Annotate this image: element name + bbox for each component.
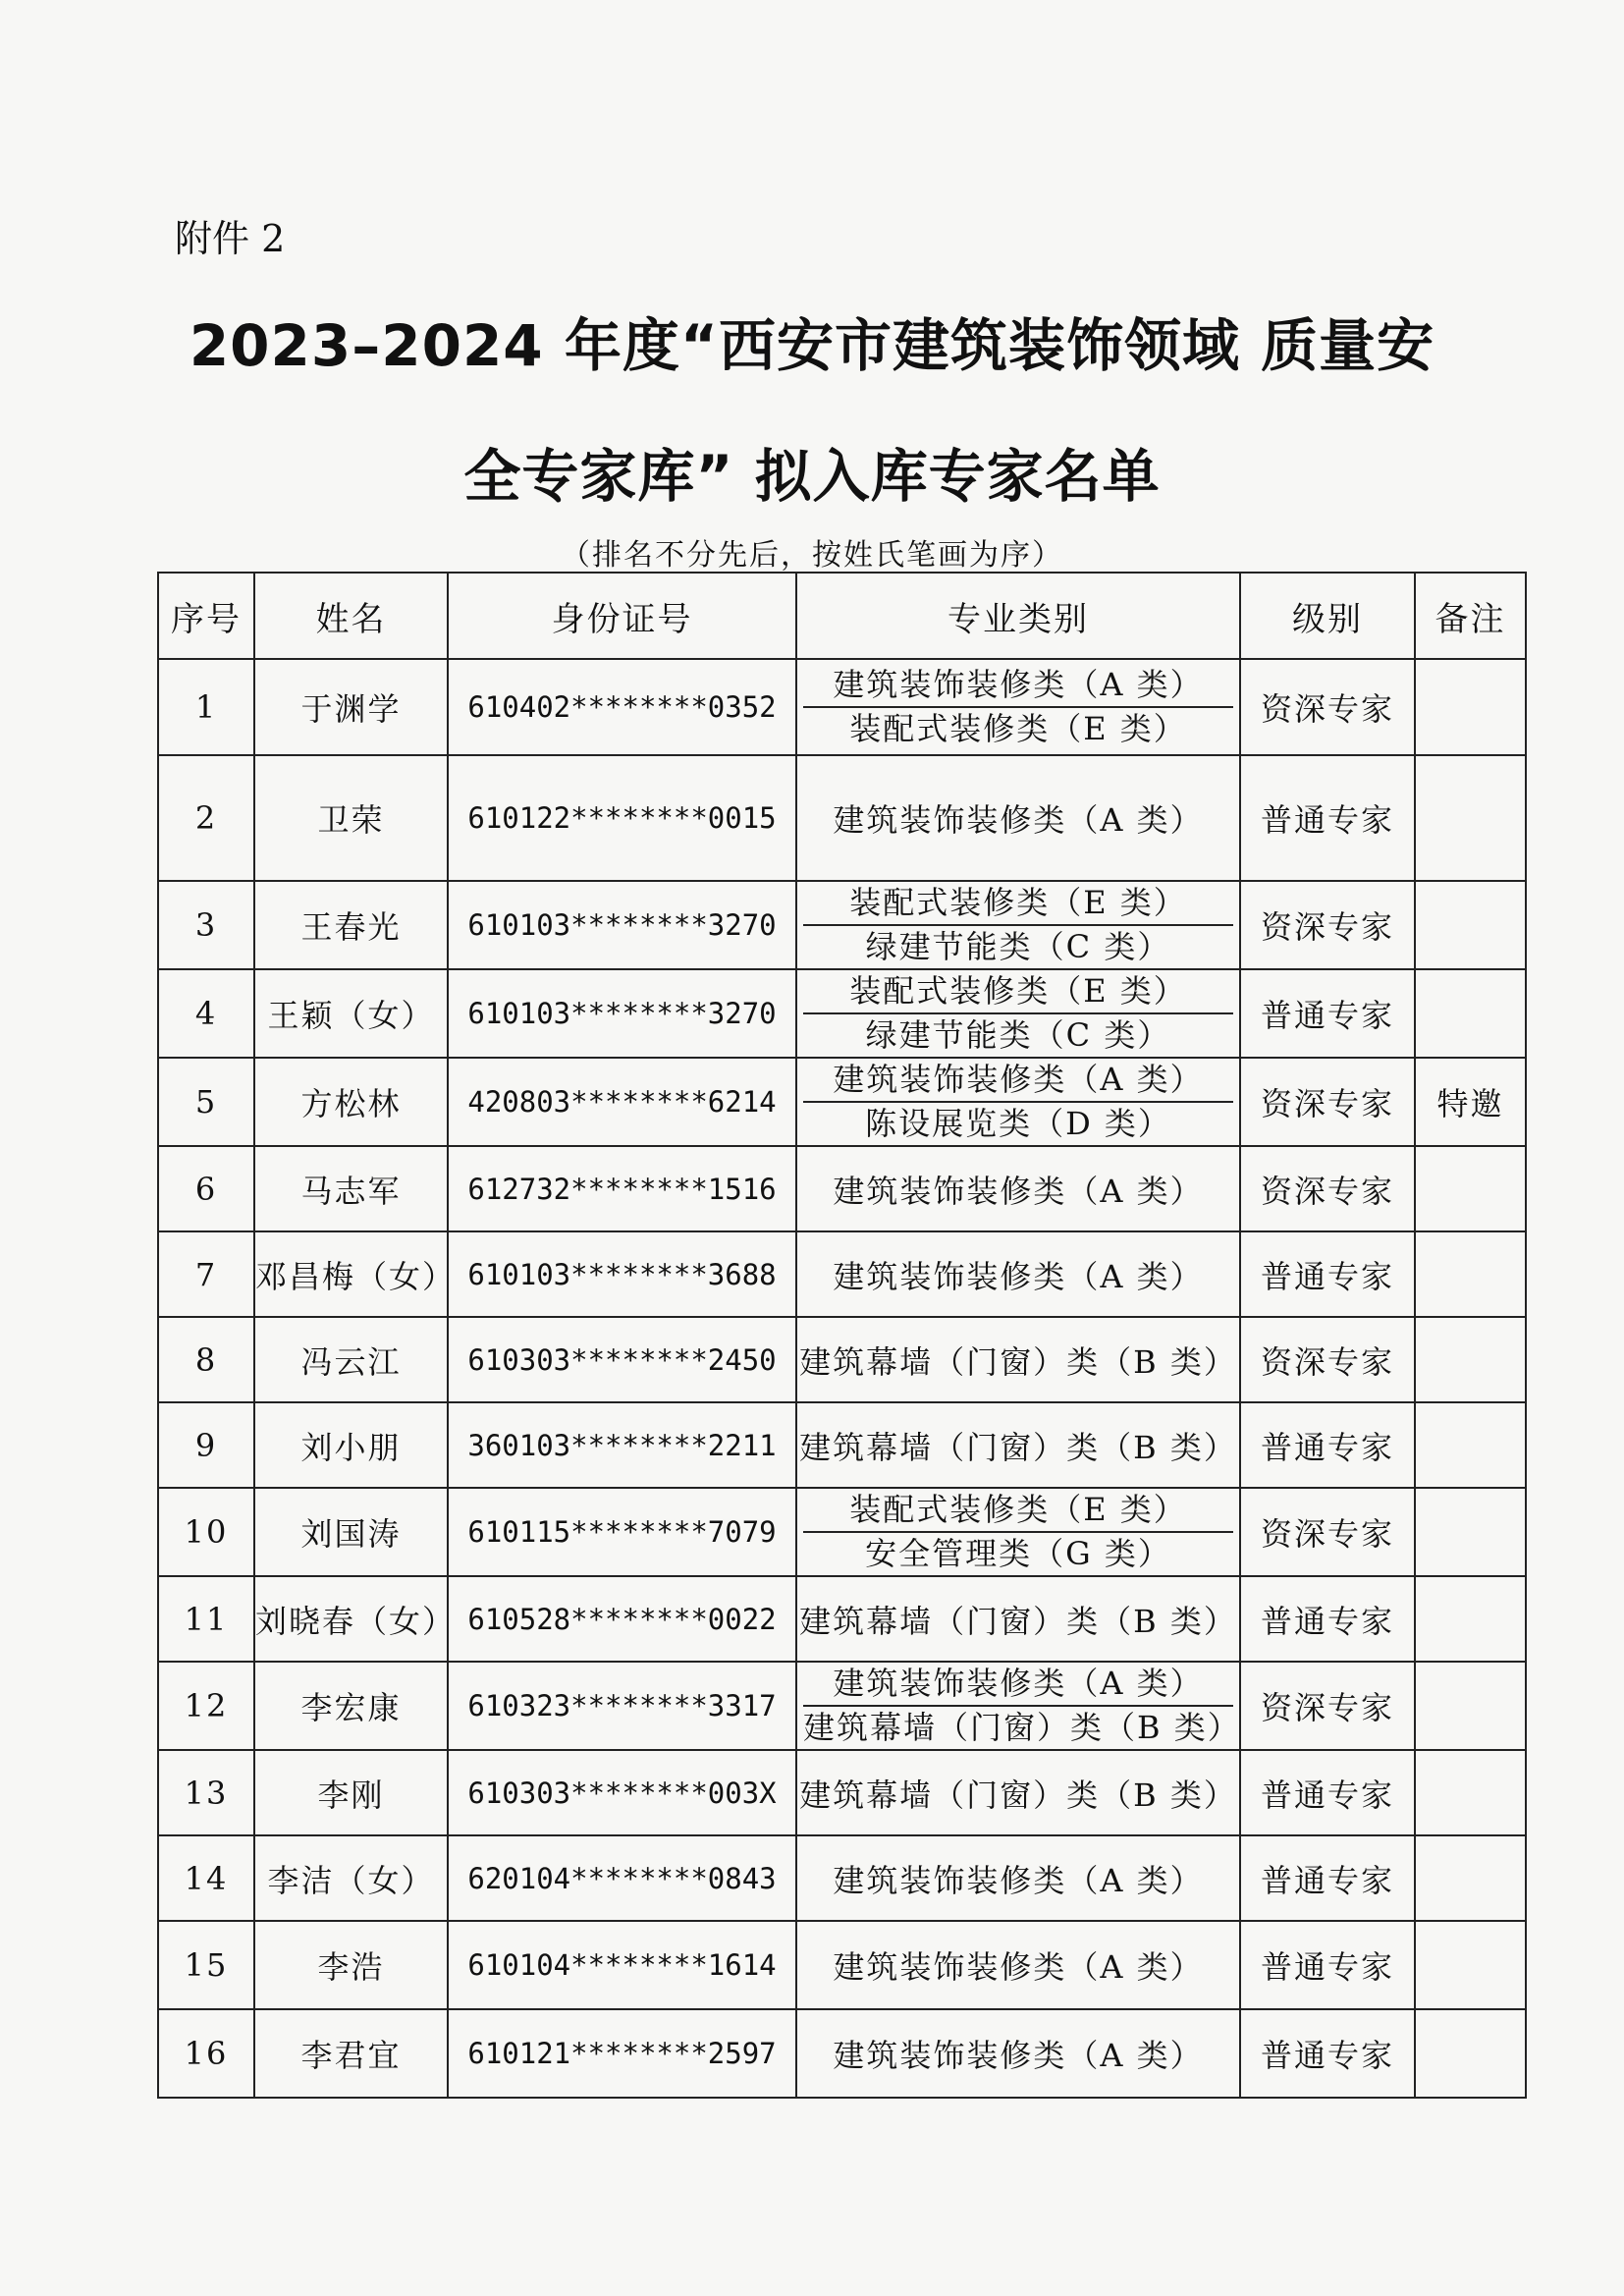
cell-no: 7 [158,1231,254,1317]
table-row [158,1835,1526,1921]
cell-level: 普通专家 [1240,1921,1415,2009]
specialty-item: 建筑装饰装修类（A 类） [833,801,1204,839]
cell-name: 于渊学 [254,659,448,755]
specialty-item: 建筑幕墙（门窗）类（B 类） [803,1709,1241,1746]
table-body [158,659,1526,2098]
cell-specialty [796,1231,1240,1317]
cell-id: 610122********0015 [448,755,796,881]
cell-id: 612732********1516 [448,1146,796,1231]
specialty-item: 建筑装饰装修类（A 类） [833,1172,1204,1210]
cell-remark [1415,1835,1526,1921]
table-header-row [158,573,1526,659]
header-specialty: 专业类别 [796,573,1240,659]
cell-name: 李洁（女） [254,1835,448,1921]
specialty-item: 建筑装饰装修类（A 类） [803,1059,1233,1103]
cell-name: 刘国涛 [254,1488,448,1576]
table-row [158,1317,1526,1402]
cell-id: 360103********2211 [448,1402,796,1488]
cell-specialty [796,1402,1240,1488]
specialty-item: 建筑装饰装修类（A 类） [833,1948,1204,1986]
cell-no: 15 [158,1921,254,2009]
cell-name: 王春光 [254,881,448,969]
cell-level: 资深专家 [1240,1058,1415,1146]
cell-remark [1415,1231,1526,1317]
cell-specialty [796,659,1240,755]
table-row [158,1750,1526,1835]
cell-level: 资深专家 [1240,881,1415,969]
cell-no: 12 [158,1662,254,1750]
document-title-line2: 全专家库” 拟入库专家名单 [463,443,1161,510]
cell-id: 610323********3317 [448,1662,796,1750]
cell-level: 普通专家 [1240,2009,1415,2098]
table-row [158,881,1526,969]
table-row [158,1921,1526,2009]
cell-no: 3 [158,881,254,969]
cell-no: 10 [158,1488,254,1576]
cell-specialty [796,1662,1240,1750]
ordering-note: （排名不分先后，按姓氏笔画为序） [561,538,1063,573]
table-row [158,1662,1526,1750]
cell-no: 1 [158,659,254,755]
cell-specialty [796,881,1240,969]
cell-no: 2 [158,755,254,881]
cell-remark [1415,1402,1526,1488]
cell-remark [1415,1488,1526,1576]
table-row [158,755,1526,881]
cell-id: 610303********003X [448,1750,796,1835]
header-remark: 备注 [1415,573,1526,659]
cell-no: 6 [158,1146,254,1231]
table-row [158,1402,1526,1488]
cell-id: 610103********3688 [448,1231,796,1317]
cell-remark [1415,2009,1526,2098]
specialty-item: 建筑装饰装修类（A 类） [803,1663,1233,1707]
table-row [158,1231,1526,1317]
table-row [158,1146,1526,1231]
cell-no: 5 [158,1058,254,1146]
cell-id: 610115********7079 [448,1488,796,1576]
cell-name: 刘小朋 [254,1402,448,1488]
cell-no: 16 [158,2009,254,2098]
specialty-item: 绿建节能类（C 类） [865,928,1171,965]
cell-specialty [796,1750,1240,1835]
cell-name: 李浩 [254,1921,448,2009]
specialty-item: 绿建节能类（C 类） [865,1016,1171,1054]
specialty-item: 建筑幕墙（门窗）类（B 类） [799,1776,1237,1814]
header-name: 姓名 [254,573,448,659]
cell-id: 610104********1614 [448,1921,796,2009]
expert-list-table [157,572,1527,2099]
document-title-line1: 2023–2024 年度“西安市建筑装饰领域 质量安 [189,312,1435,379]
cell-specialty [796,1146,1240,1231]
cell-level: 普通专家 [1240,1576,1415,1662]
cell-level: 资深专家 [1240,659,1415,755]
header-id: 身份证号 [448,573,796,659]
cell-id: 610303********2450 [448,1317,796,1402]
table-row [158,659,1526,755]
cell-specialty [796,1835,1240,1921]
cell-name: 李君宜 [254,2009,448,2098]
cell-specialty [796,1058,1240,1146]
cell-id: 620104********0843 [448,1835,796,1921]
specialty-item: 建筑装饰装修类（A 类） [833,1861,1204,1899]
cell-specialty [796,1317,1240,1402]
cell-level: 普通专家 [1240,1835,1415,1921]
specialty-item: 安全管理类（G 类） [865,1535,1171,1572]
cell-level: 资深专家 [1240,1662,1415,1750]
header-level: 级别 [1240,573,1415,659]
specialty-item: 装配式装修类（E 类） [803,1489,1233,1533]
specialty-item: 建筑装饰装修类（A 类） [833,1257,1204,1295]
cell-remark [1415,1750,1526,1835]
header-no: 序号 [158,573,254,659]
cell-name: 卫荣 [254,755,448,881]
specialty-item: 装配式装修类（E 类） [849,710,1187,747]
specialty-item: 装配式装修类（E 类） [803,882,1233,926]
cell-name: 李宏康 [254,1662,448,1750]
cell-no: 14 [158,1835,254,1921]
specialty-item: 建筑幕墙（门窗）类（B 类） [799,1342,1237,1381]
cell-name: 邓昌梅（女） [254,1231,448,1317]
cell-specialty [796,755,1240,881]
cell-specialty [796,1576,1240,1662]
cell-remark [1415,1317,1526,1402]
table-row [158,2009,1526,2098]
cell-name: 刘晓春（女） [254,1576,448,1662]
cell-remark [1415,1146,1526,1231]
specialty-item: 装配式装修类（E 类） [803,970,1233,1014]
cell-level: 资深专家 [1240,1488,1415,1576]
cell-remark [1415,881,1526,969]
specialty-item: 陈设展览类（D 类） [865,1105,1171,1142]
table-row [158,1576,1526,1662]
cell-level: 普通专家 [1240,1402,1415,1488]
cell-no: 13 [158,1750,254,1835]
cell-remark [1415,1921,1526,2009]
cell-level: 普通专家 [1240,1750,1415,1835]
cell-specialty [796,969,1240,1058]
cell-name: 冯云江 [254,1317,448,1402]
cell-remark [1415,1576,1526,1662]
cell-name: 马志军 [254,1146,448,1231]
cell-remark [1415,659,1526,755]
cell-name: 方松林 [254,1058,448,1146]
cell-no: 4 [158,969,254,1058]
cell-level: 资深专家 [1240,1146,1415,1231]
cell-id: 420803********6214 [448,1058,796,1146]
cell-remark: 特邀 [1415,1058,1526,1146]
cell-no: 11 [158,1576,254,1662]
cell-level: 普通专家 [1240,1231,1415,1317]
cell-level: 资深专家 [1240,1317,1415,1402]
cell-no: 9 [158,1402,254,1488]
cell-remark [1415,969,1526,1058]
cell-level: 普通专家 [1240,969,1415,1058]
specialty-item: 建筑装饰装修类（A 类） [803,664,1233,708]
cell-id: 610103********3270 [448,881,796,969]
cell-remark [1415,755,1526,881]
cell-remark [1415,1662,1526,1750]
table-row [158,1058,1526,1146]
cell-no: 8 [158,1317,254,1402]
cell-name: 王颖（女） [254,969,448,1058]
cell-id: 610103********3270 [448,969,796,1058]
specialty-item: 建筑幕墙（门窗）类（B 类） [799,1428,1237,1466]
cell-specialty [796,2009,1240,2098]
cell-specialty [796,1488,1240,1576]
specialty-item: 建筑幕墙（门窗）类（B 类） [799,1602,1237,1640]
cell-id: 610121********2597 [448,2009,796,2098]
table-row [158,1488,1526,1576]
attachment-label: 附件 2 [175,217,286,260]
cell-name: 李刚 [254,1750,448,1835]
cell-specialty [796,1921,1240,2009]
cell-id: 610528********0022 [448,1576,796,1662]
table-row [158,969,1526,1058]
cell-level: 普通专家 [1240,755,1415,881]
specialty-item: 建筑装饰装修类（A 类） [833,2037,1204,2074]
cell-id: 610402********0352 [448,659,796,755]
